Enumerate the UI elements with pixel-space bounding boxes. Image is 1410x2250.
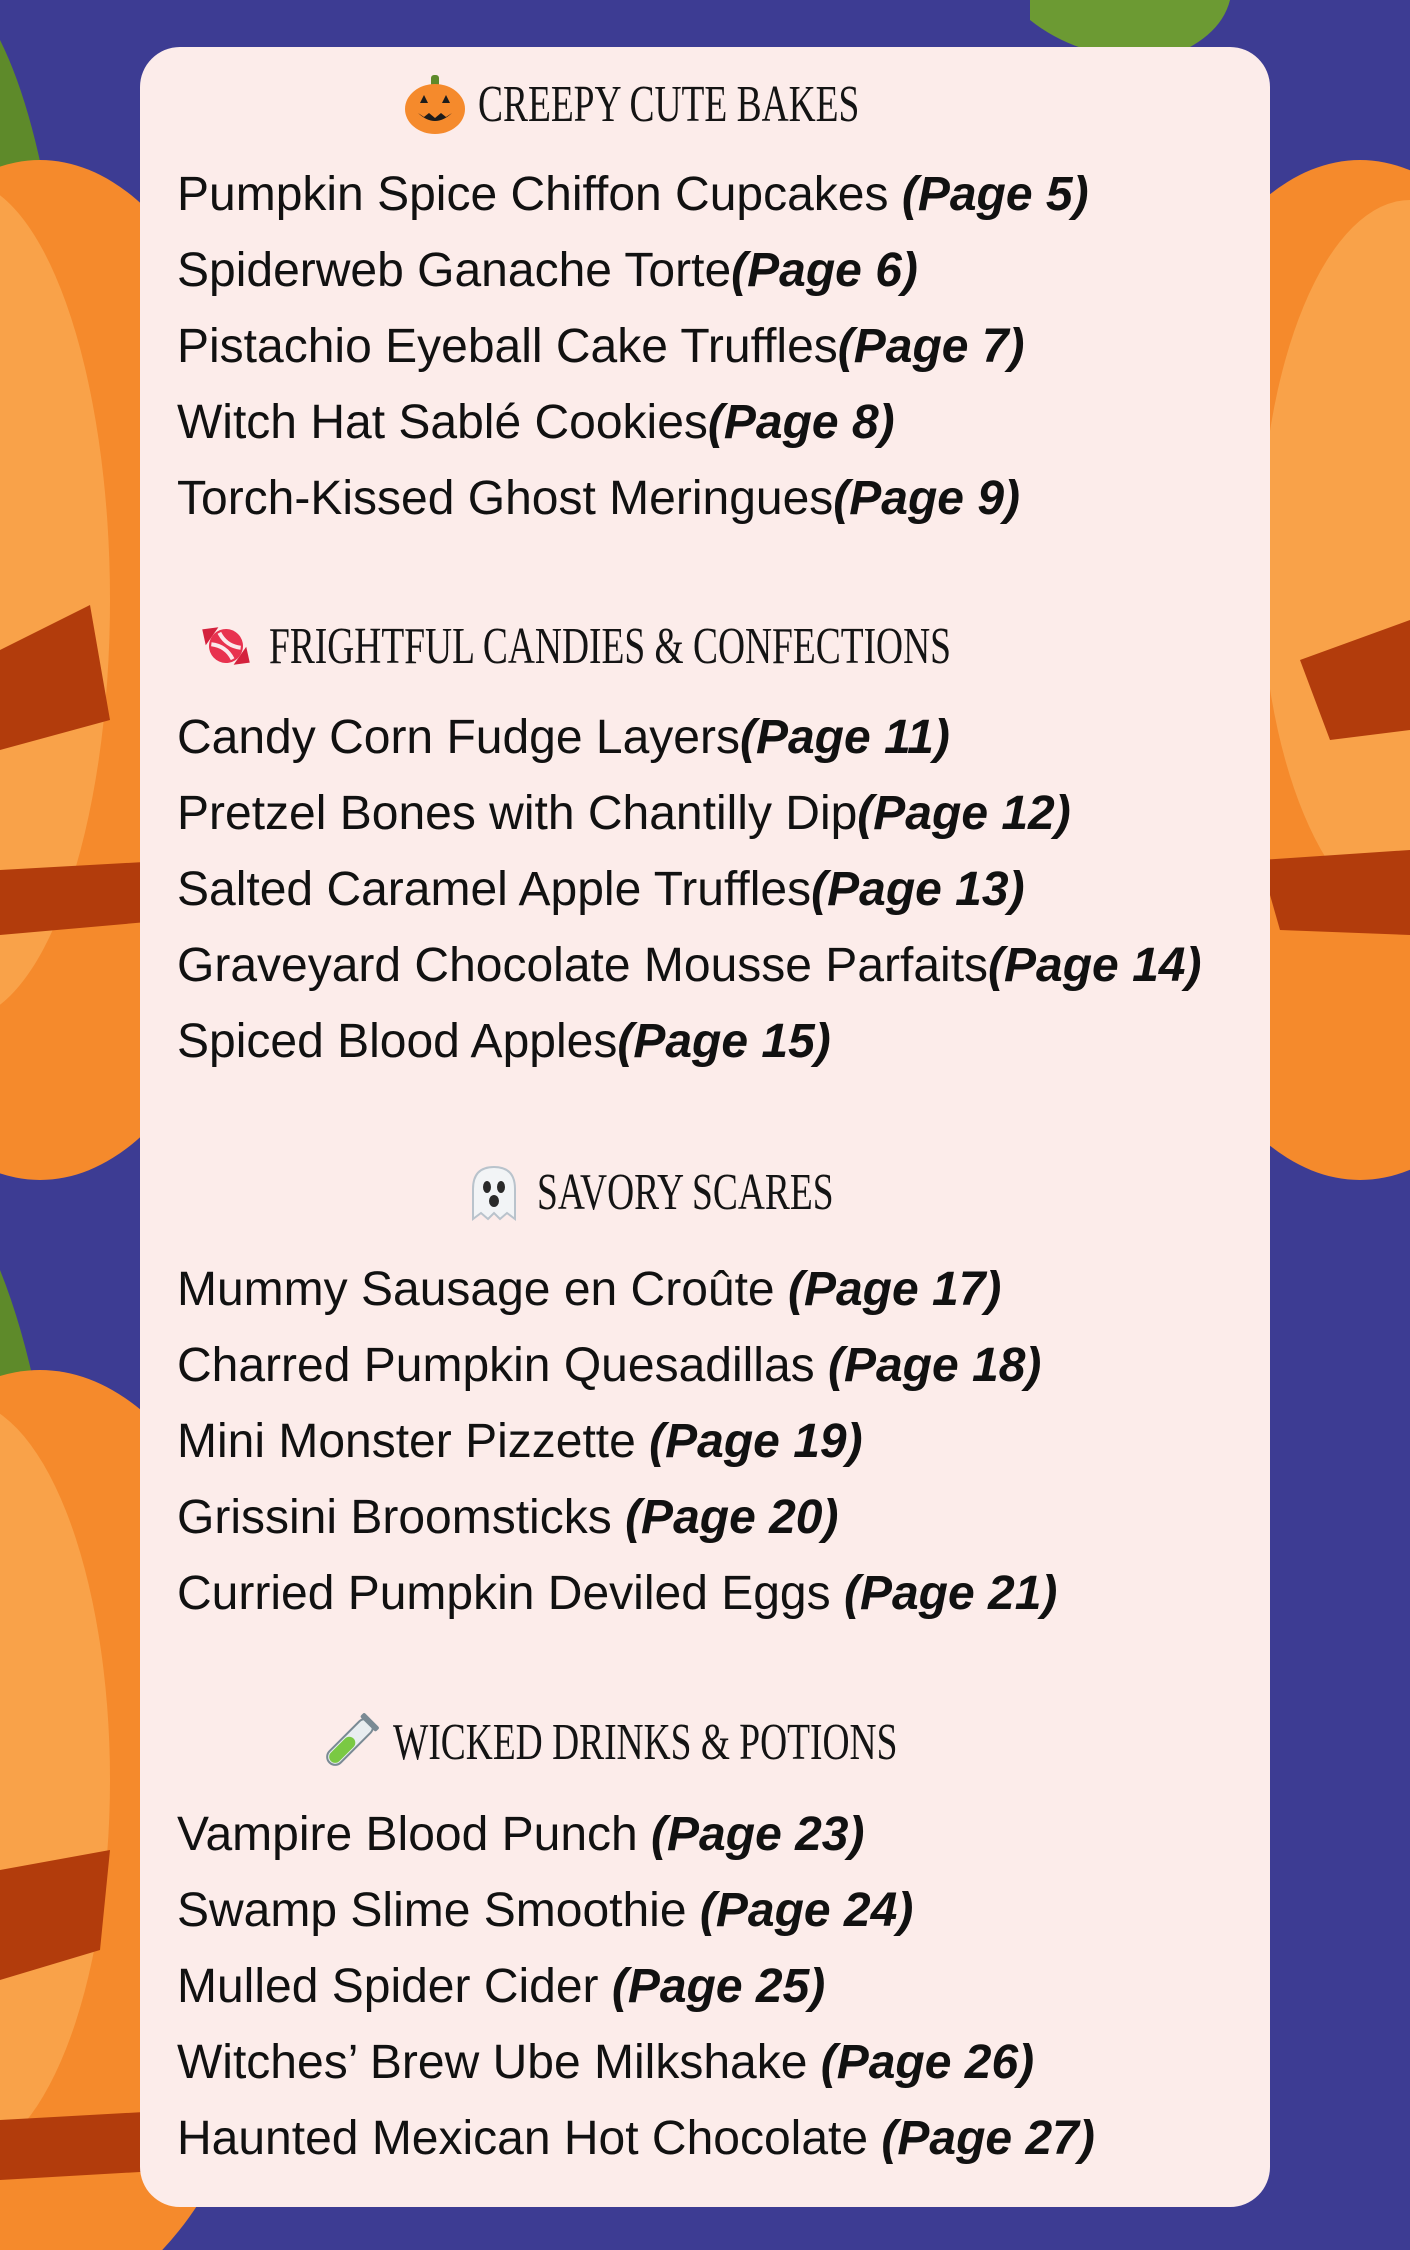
section-title: CREEPY CUTE BAKES (478, 75, 860, 133)
recipe-page: (Page 5) (901, 168, 1089, 221)
recipe-item[interactable] (177, 157, 1277, 233)
section-title: SAVORY SCARES (537, 1163, 834, 1221)
recipe-item[interactable] (177, 1252, 1277, 1328)
recipe-item[interactable] (177, 1949, 1277, 2025)
recipe-page: (Page 14) (988, 939, 1202, 992)
recipe-list-wicked-drinks (177, 1797, 1277, 2177)
recipe-page: (Page 9) (833, 472, 1021, 525)
recipe-item[interactable] (177, 1404, 1277, 1480)
recipe-page: (Page 13) (811, 863, 1025, 916)
recipe-page: (Page 26) (820, 2036, 1035, 2089)
recipe-name: Mulled Spider Cider (177, 1960, 612, 2013)
recipe-name: Graveyard Chocolate Mousse Parfaits (177, 939, 989, 992)
jack-o-lantern-icon (402, 71, 468, 137)
recipe-name: Spiderweb Ganache Torte (177, 244, 732, 297)
recipe-item[interactable] (177, 1797, 1277, 1873)
recipe-page: (Page 8) (707, 396, 895, 449)
recipe-name: Witches’ Brew Ube Milkshake (177, 2036, 821, 2089)
recipe-item[interactable] (177, 461, 1277, 537)
recipe-item[interactable] (177, 2025, 1277, 2101)
recipe-item[interactable] (177, 1556, 1277, 1632)
recipe-item[interactable] (177, 309, 1277, 385)
recipe-name: Charred Pumpkin Quesadillas (177, 1339, 828, 1392)
recipe-page: (Page 6) (731, 244, 918, 297)
recipe-page: (Page 17) (787, 1263, 1002, 1316)
recipe-name: Torch-Kissed Ghost Meringues (177, 472, 834, 525)
recipe-item[interactable] (177, 776, 1277, 852)
recipe-name: Vampire Blood Punch (177, 1808, 652, 1861)
candy-icon (193, 613, 259, 679)
recipe-page: (Page 21) (843, 1567, 1058, 1620)
recipe-name: Mini Monster Pizzette (177, 1415, 650, 1468)
recipe-list-frightful-candies (177, 700, 1277, 1080)
recipe-item[interactable] (177, 1873, 1277, 1949)
recipe-name: Mummy Sausage en Croûte (177, 1263, 788, 1316)
section-heading-wicked-drinks (140, 1702, 1270, 1782)
recipe-item[interactable] (177, 2101, 1277, 2177)
recipe-item[interactable] (177, 1004, 1277, 1080)
recipe-name: Candy Corn Fudge Layers (177, 711, 740, 764)
recipe-page: (Page 23) (651, 1808, 865, 1861)
recipe-page: (Page 18) (827, 1339, 1042, 1392)
ghost-icon (461, 1159, 527, 1225)
recipe-name: Haunted Mexican Hot Chocolate (177, 2112, 882, 2165)
recipe-name: Pumpkin Spice Chiffon Cupcakes (177, 168, 902, 221)
recipe-list-creepy-cute-bakes (177, 157, 1277, 537)
recipe-item[interactable] (177, 852, 1277, 928)
recipe-item[interactable] (177, 700, 1277, 776)
recipe-name: Pretzel Bones with Chantilly Dip (177, 787, 858, 840)
section-heading-creepy-cute-bakes (140, 64, 1270, 144)
section-title: WICKED DRINKS & POTIONS (392, 1713, 898, 1771)
recipe-item[interactable] (177, 1328, 1277, 1404)
recipe-page: (Page 11) (739, 711, 950, 764)
recipe-page: (Page 15) (617, 1015, 831, 1068)
recipe-item[interactable] (177, 1480, 1277, 1556)
recipe-name: Pistachio Eyeball Cake Truffles (177, 320, 838, 373)
recipe-page: (Page 19) (649, 1415, 863, 1468)
recipe-name: Spiced Blood Apples (177, 1015, 618, 1068)
recipe-name: Swamp Slime Smoothie (177, 1884, 700, 1937)
recipe-list-savory-scares (177, 1252, 1277, 1632)
recipe-item[interactable] (177, 233, 1277, 309)
recipe-item[interactable] (177, 385, 1277, 461)
recipe-page: (Page 12) (857, 787, 1071, 840)
recipe-name: Salted Caramel Apple Truffles (177, 863, 812, 916)
section-heading-frightful-candies (140, 606, 1270, 686)
recipe-page: (Page 25) (611, 1960, 826, 2013)
recipe-page: (Page 24) (699, 1884, 914, 1937)
recipe-item[interactable] (177, 928, 1277, 1004)
section-title: FRIGHTFUL CANDIES & CONFECTIONS (269, 617, 952, 675)
section-heading-savory-scares (140, 1152, 1270, 1232)
recipe-name: Grissini Broomsticks (177, 1491, 626, 1544)
recipe-page: (Page 27) (881, 2112, 1095, 2165)
test-tube-icon (317, 1709, 383, 1775)
recipe-page: (Page 7) (837, 320, 1025, 373)
recipe-name: Witch Hat Sablé Cookies (177, 396, 708, 449)
recipe-page: (Page 20) (625, 1491, 839, 1544)
recipe-name: Curried Pumpkin Deviled Eggs (177, 1567, 844, 1620)
